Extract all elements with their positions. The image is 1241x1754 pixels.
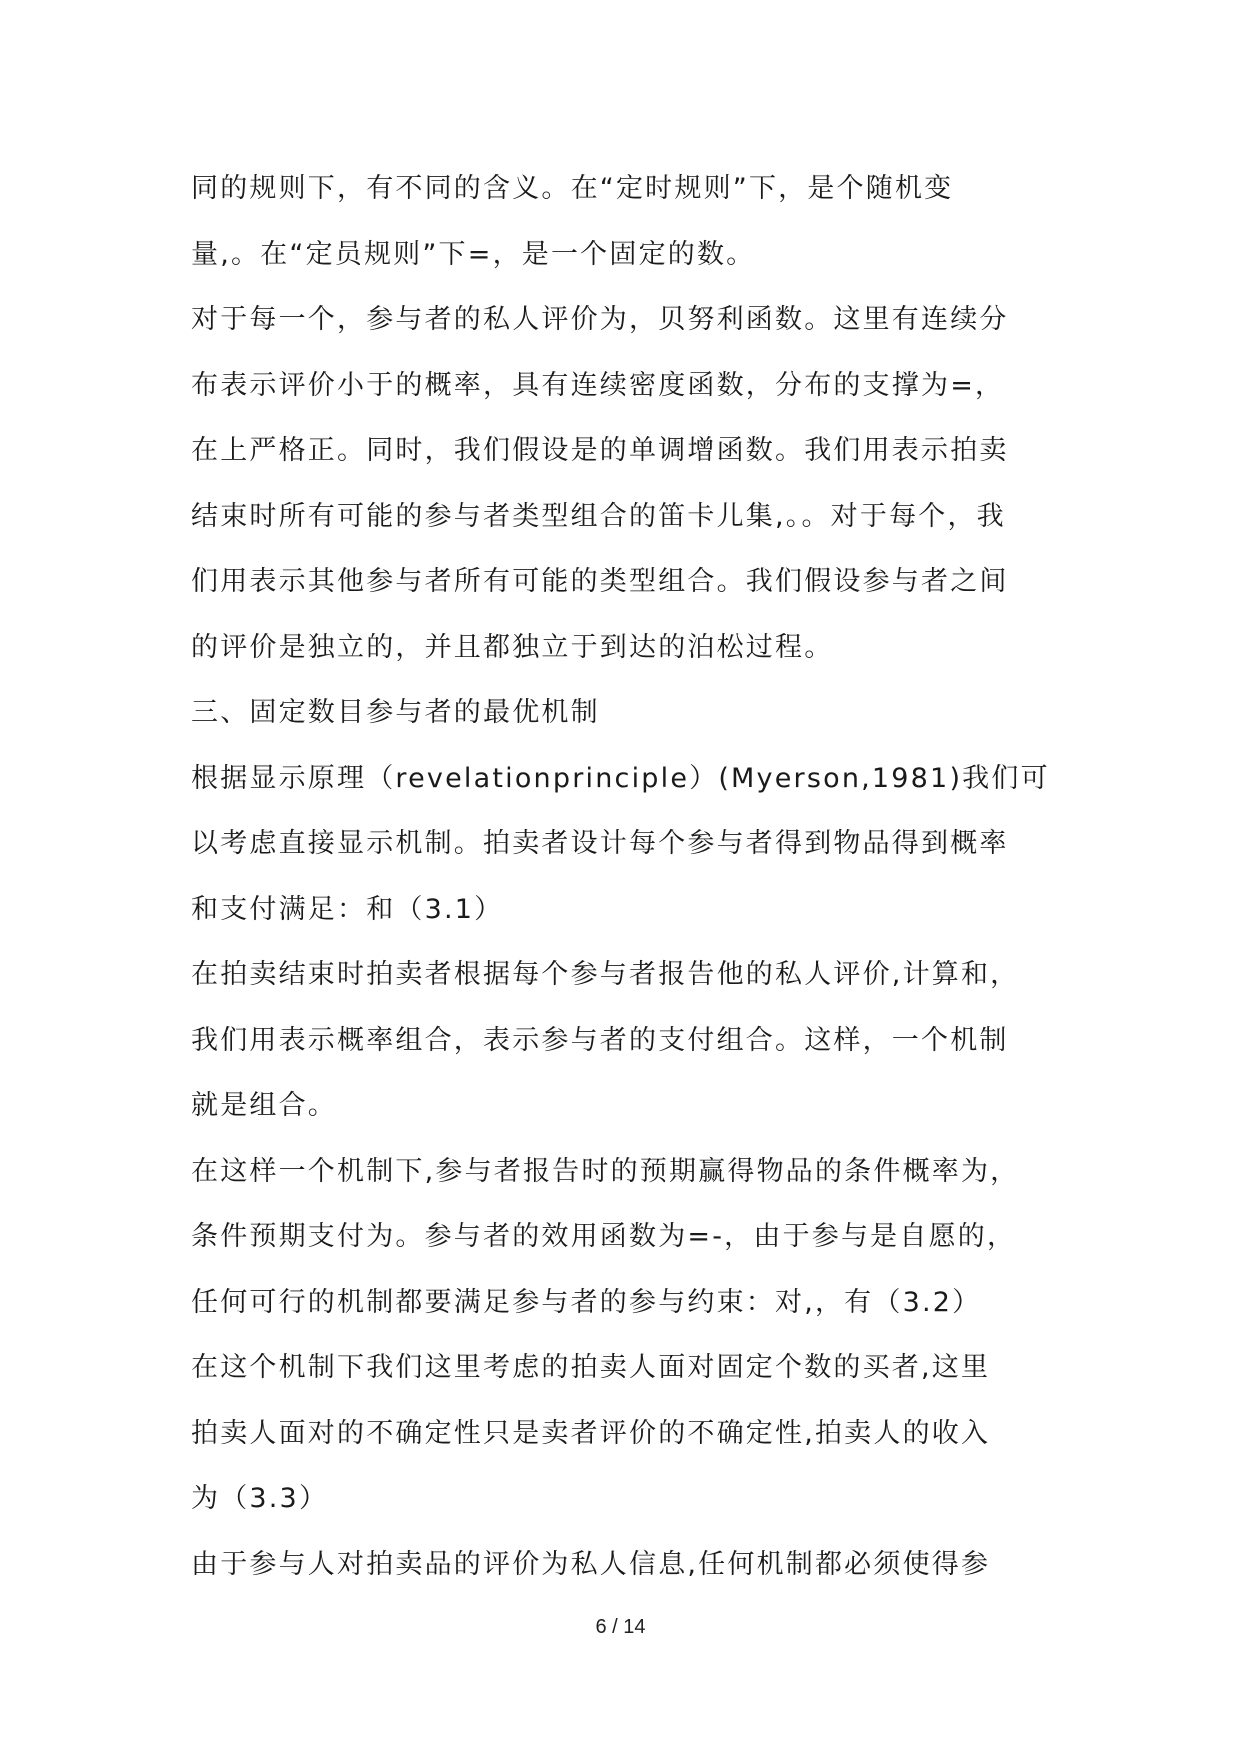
text-line-14: 我们用表示概率组合，表示参与者的支付组合。这样，一个机制	[191, 1024, 1009, 1056]
equation-line-3-2: 任何可行的机制都要满足参与者的参与约束：对,，有（3.2）	[191, 1286, 982, 1318]
text-line-20: 拍卖人面对的不确定性只是卖者评价的不确定性,拍卖人的收入	[191, 1417, 991, 1449]
text-line-6: 结束时所有可能的参与者类型组合的笛卡儿集,。。对于每个，我	[191, 500, 1006, 532]
text-line-17: 条件预期支付为。参与者的效用函数为=-，由于参与是自愿的，	[191, 1221, 1017, 1252]
text-line-10: 根据显示原理（revelationprinciple）(Myerson,1981)我们可	[191, 762, 1050, 794]
section-heading: 三、固定数目参与者的最优机制	[191, 697, 600, 728]
text-line-3: 对于每一个，参与者的私人评价为，贝努利函数。这里有连续分	[191, 304, 1009, 335]
text-line-1: 同的规则下，有不同的含义。在“定时规则”下，是个随机变	[191, 173, 954, 204]
text-line-13: 在拍卖结束时拍卖者根据每个参与者报告他的私人评价,计算和，	[191, 959, 1020, 990]
text-line-15: 就是组合。	[191, 1090, 337, 1121]
equation-line-3-1: 和支付满足：和（3.1）	[191, 893, 504, 925]
text-line-11: 以考虑直接显示机制。拍卖者设计每个参与者得到物品得到概率	[191, 828, 1009, 859]
page-indicator: 6 / 14	[595, 1616, 646, 1638]
text-line-5: 在上严格正。同时，我们假设是的单调增函数。我们用表示拍卖	[191, 435, 1009, 466]
text-line-2: 量,。在“定员规则”下=，是一个固定的数。	[191, 238, 756, 270]
text-line-22: 由于参与人对拍卖品的评价为私人信息,任何机制都必须使得参	[191, 1548, 991, 1580]
text-line-4: 布表示评价小于的概率，具有连续密度函数，分布的支撑为=，	[191, 369, 1005, 401]
text-line-8: 的评价是独立的，并且都独立于到达的泊松过程。	[191, 631, 834, 663]
text-line-19: 在这个机制下我们这里考虑的拍卖人面对固定个数的买者,这里	[191, 1352, 991, 1383]
text-line-7: 们用表示其他参与者所有可能的类型组合。我们假设参与者之间	[191, 566, 1009, 597]
equation-line-3-3: 为（3.3）	[191, 1483, 329, 1514]
text-line-16: 在这样一个机制下,参与者报告时的预期赢得物品的条件概率为，	[191, 1155, 1020, 1187]
document-body	[191, 156, 1071, 1597]
